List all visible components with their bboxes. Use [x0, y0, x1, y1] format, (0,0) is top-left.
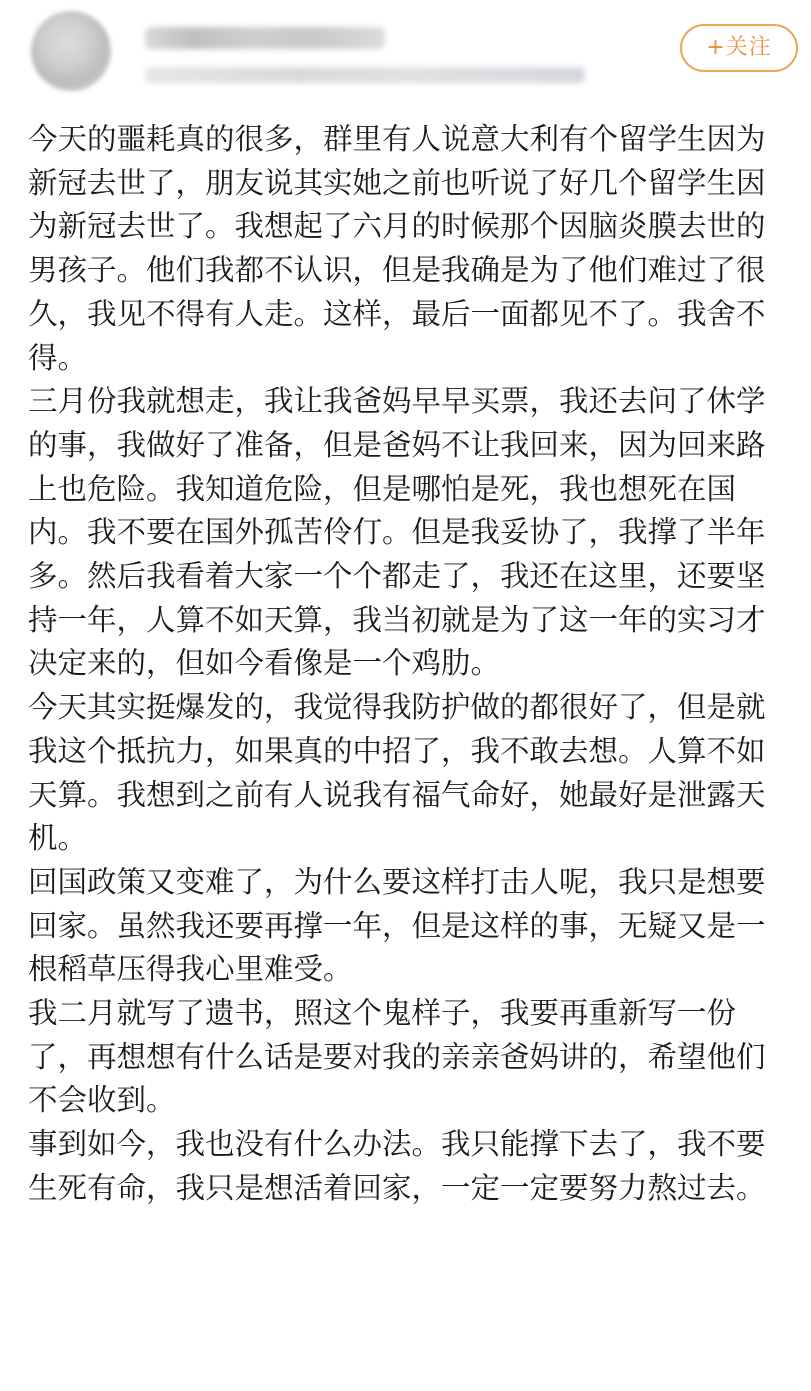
post-header	[0, 0, 811, 110]
follow-button[interactable]: +关注	[680, 24, 798, 72]
post-paragraph: 今天的噩耗真的很多，群里有人说意大利有个留学生因为新冠去世了，朋友说其实她之前也听说了好几个留学生因为新冠去世了。我想起了六月的时候那个因脑炎膜去世的男孩子。他们我都不认识，但是我确是为了他们难过了很久，我见不得有人走。这样，最后一面都见不了。我舍不得。	[28, 122, 766, 375]
post-body	[28, 118, 788, 1211]
post-paragraph: 事到如今，我也没有什么办法。我只能撑下去了，我不要生死有命，我只是想活着回家，一定一定要努力熬过去。	[28, 1127, 766, 1205]
post-meta-blurred	[145, 67, 585, 83]
post-paragraph: 三月份我就想走，我让我爸妈早早买票，我还去问了休学的事，我做好了准备，但是爸妈不让我回来，因为回来路上也危险。我知道危险，但是哪怕是死，我也想死在国内。我不要在国外孤苦伶仃。但是我妥协了，我撑了半年多。然后我看着大家一个个都走了，我还在这里，还要坚持一年，人算不如天算，我当初就是为了这一年的实习才决定来的，但如今看像是一个鸡肋。	[28, 384, 766, 681]
avatar[interactable]	[31, 11, 111, 91]
post-paragraph: 回国政策又变难了，为什么要这样打击人呢，我只是想要回家。虽然我还要再撑一年，但是这样的事，无疑又是一根稻草压得我心里难受。	[28, 864, 766, 987]
post-paragraph: 今天其实挺爆发的，我觉得我防护做的都很好了，但是就我这个抵抗力，如果真的中招了，我不敢去想。人算不如天算。我想到之前有人说我有福气命好，她最好是泄露天机。	[28, 690, 766, 856]
username-blurred[interactable]	[145, 27, 385, 49]
post-paragraph: 我二月就写了遗书，照这个鬼样子，我要再重新写一份了，再想想有什么话是要对我的亲亲爸妈讲的，希望他们不会收到。	[28, 996, 766, 1118]
